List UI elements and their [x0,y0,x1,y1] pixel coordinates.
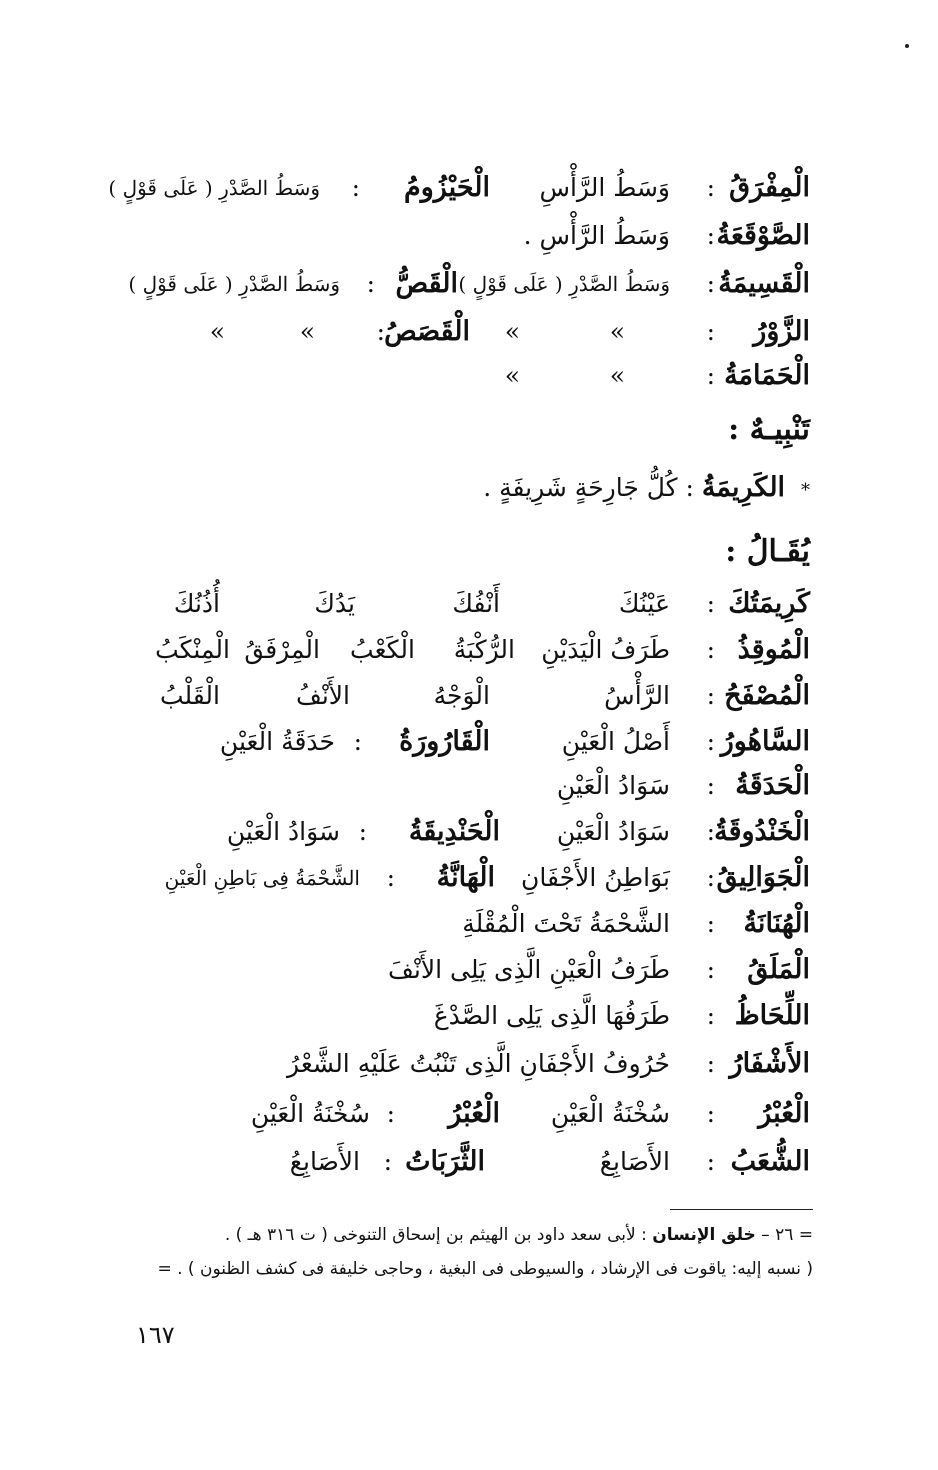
entry-def-2: سَوَادُ الْعَيْنِ [226,817,340,846]
section-heading: تَنْبِيـهٌ : [728,412,810,447]
colon: : [706,361,715,390]
colon: : [706,863,715,892]
footnote-prefix: = ٢٦ – [761,1225,813,1245]
entry-head: السَّاهُورُ [720,726,810,757]
entry-row [120,356,810,396]
entry-row [120,1044,810,1084]
entry-word: يَدُكَ [314,589,355,618]
entry-def-2: وَسَطُ الصَّدْرِ ( عَلَى قَوْلٍ ) [128,272,340,296]
ditto-mark: » [504,317,520,346]
entry-head-2: الْحَيْزُومُ [404,172,490,203]
entry-head: الْقَسِيمَةُ [718,268,810,299]
ditto-mark: » [504,361,520,390]
colon: : [383,1147,392,1176]
colon: : [706,771,715,800]
entry-def-2: وَسَطُ الصَّدْرِ ( عَلَى قَوْلٍ ) [108,176,320,200]
entry-row [120,1094,810,1134]
entry-def: سَوَادُ الْعَيْنِ [556,817,670,846]
entry-word: الْقَلْبُ [159,681,220,710]
entry-word: الْمِرْفَقُ [244,635,320,664]
entry-row [120,858,810,898]
entry-def-2: الأَصَابِعُ [289,1147,360,1176]
footnote-separator [670,1209,813,1210]
entry-def: الأَصَابِعُ [599,1147,670,1176]
entry-head-2: الثَّرَبَاتُ [405,1146,485,1177]
colon: : [706,1099,715,1128]
colon: : [706,817,715,846]
note-head: الكَرِيمَةُ [701,472,786,503]
entry-def: الشَّحْمَةُ تَحْتَ الْمُقْلَةِ [462,909,670,938]
entry-row [120,996,810,1036]
entry-word: الْمِنْكَبُ [155,635,230,664]
colon: : [706,173,715,202]
entry-def: طَرَفُ الْعَيْنِ الَّذِى يَلِى الأَنْفَ [388,955,670,984]
colon: : [706,1049,715,1078]
entry-def-2: حَدَقَةُ الْعَيْنِ [219,727,335,756]
entry-def: سَوَادُ الْعَيْنِ [556,771,670,800]
entry-row [120,312,810,352]
entry-row [120,950,810,990]
entry-row [120,676,810,716]
entry-def: طَرَفُهَا الَّذِى يَلِى الصَّدْغَ [433,1001,670,1030]
entry-head: الْمُصْفَحُ [724,680,810,711]
entry-word: الرَّأْسُ [604,681,670,710]
colon: : [386,1099,395,1128]
ditto-mark: » [209,317,225,346]
entry-row [120,264,810,304]
footnote-title: خلق الإنسان [652,1225,756,1245]
note-text: : كُلُّ جَارِحَةٍ شَرِيفَةٍ . [483,473,694,502]
colon: : [706,681,715,710]
entry-head: الْجَوَالِيقُ [716,862,810,893]
colon: : [706,589,715,618]
colon: : [706,1147,715,1176]
colon: : [706,1001,715,1030]
entry-def-2: الشَّحْمَةُ فِى بَاطِنِ الْعَيْنِ [164,866,360,890]
entry-word: عَيْنُكَ [618,589,670,618]
ditto-mark: » [299,317,315,346]
entry-head: الْهُنَانَةُ [743,908,810,939]
entry-word: أُذُنُكَ [173,589,220,618]
ditto-mark: » [609,361,625,390]
colon: : [351,173,360,202]
entry-word: طَرَفُ الْيَدَيْنِ [541,635,670,664]
entry-row [120,216,810,256]
entry-def: وَسَطُ الرَّأْسِ [539,173,670,202]
entry-head-2: الْقَارُورَةُ [399,726,490,757]
entry-row [120,584,810,624]
entry-head: اللِّحَاظُ [734,1000,810,1031]
entry-row [120,630,810,670]
section-heading: يُقَـالُ : [725,534,810,569]
entry-head-2: الْهَانَّةُ [436,862,495,893]
colon: : [706,269,715,298]
colon: : [366,269,375,298]
entry-head-2: الْحَنْدِيقَةُ [408,816,500,847]
colon: : [386,863,395,892]
entry-word: الرُّكْبَةُ [453,635,515,664]
ditto-mark: » [609,317,625,346]
colon: : [706,221,715,250]
footnote-line [225,1222,813,1248]
entry-def: وَسَطُ الصَّدْرِ ( عَلَى قَوْلٍ ) [458,272,670,296]
entry-word: أَنْفُكَ [452,589,500,618]
entry-row [120,722,810,762]
entry-head: الْحَدَقَةُ [735,770,810,801]
entry-head: الْحَمَامَةُ [724,360,810,391]
entry-head: الْعُبْرُ [758,1098,810,1129]
entry-row [108,168,810,208]
page-number: ١٦٧ [136,1321,175,1349]
entry-head: الْخَنْدُوقَةُ [714,816,810,847]
entry-def: سُخْنَةُ الْعَيْنِ [550,1099,670,1128]
entry-row [120,812,810,852]
colon: : [706,909,715,938]
entry-def-2: سُخْنَةُ الْعَيْنِ [250,1099,370,1128]
footnote-text: : لأبى سعد داود بن الهيثم بن إسحاق التنوخى ( ت ٣١٦ هـ ) . [224,1225,647,1245]
entry-def: أَصْلُ الْعَيْنِ [561,727,670,756]
entry-head: الشُّعَبُ [730,1146,810,1177]
entry-word: الْكَعْبُ [350,635,415,664]
entry-word: الْوَجْهُ [433,681,490,710]
colon: : [353,727,362,756]
entry-head: الْمِفْرَقُ [729,172,810,203]
entry-def: وَسَطُ الرَّأْسِ . [523,221,670,250]
colon: : [376,317,385,346]
entry-row [120,766,810,806]
entry-head-2: الْعُبْرُ [448,1098,500,1129]
colon: : [706,727,715,756]
colon: : [706,317,715,346]
asterisk: * [801,480,810,501]
colon: : [358,817,367,846]
entry-head: الصَّوْقَعَةُ [716,220,810,251]
colon: : [706,635,715,664]
note-line [483,468,810,511]
entry-def: بَوَاطِنُ الأَجْفَانِ [521,863,670,892]
entry-row [120,1142,810,1182]
entry-head: كَرِيمَتُكَ [728,588,810,619]
entry-head: الْمَلَقُ [747,954,810,985]
entry-head: الْمُوقِذُ [737,634,810,665]
entry-def: حُرُوفُ الأَجْفَانِ الَّذِى تَنْبُتُ عَلَيْهِ الشَّعْرُ [287,1049,670,1078]
entry-head: الأَشْفَارُ [729,1048,810,1079]
entry-head-2: الْقَصَصُ [384,316,470,347]
entry-head-2: الْقَصُّ [395,268,458,299]
page-mark [905,44,909,48]
entry-word: الأَنْفُ [295,681,350,710]
footnote-line: ( نسبه إليه: ياقوت فى الإرشاد ، والسيوطى فى البغية ، وحاجى خليفة فى كشف الظنون ) . = [157,1259,813,1279]
entry-head: الزَّوْرُ [753,316,810,347]
entry-row [120,904,810,944]
colon: : [706,955,715,984]
